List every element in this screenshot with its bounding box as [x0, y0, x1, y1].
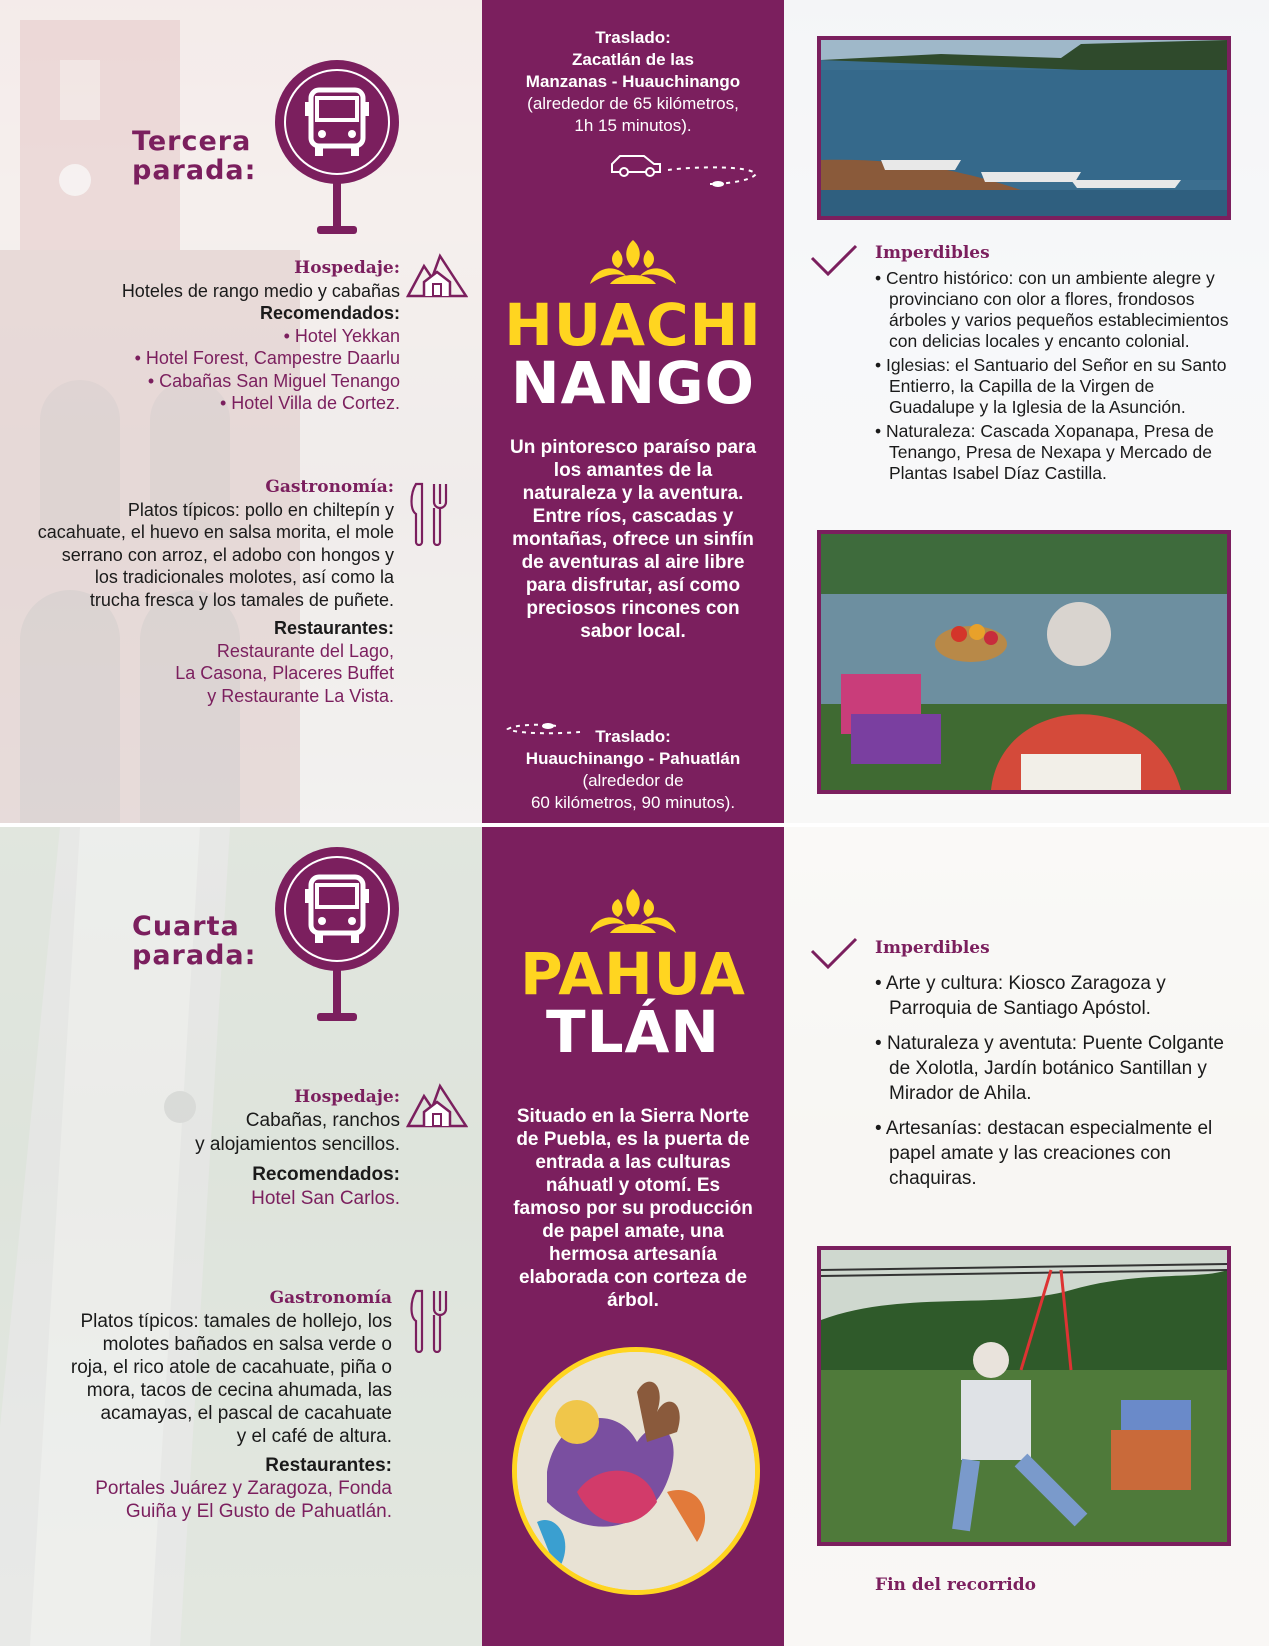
travel-out-block	[482, 726, 784, 814]
zipline-photo	[817, 1246, 1231, 1546]
food-line: serrano con arroz, el adobo con hongos y	[61, 544, 394, 565]
lodging-line: Cabañas, ranchos	[245, 1110, 400, 1131]
restaurants-line: La Casona, Placeres Buffet	[175, 663, 394, 683]
lodging-heading: Hospedaje:	[294, 1087, 400, 1107]
restaurants-line: Restaurante del Lago,	[216, 640, 394, 661]
checkmark-icon	[810, 242, 858, 278]
travel-label: Traslado:	[595, 28, 671, 47]
embroidery-circle-photo	[512, 1347, 760, 1595]
must-see-list	[875, 268, 1235, 484]
lodging-heading: Hospedaje:	[294, 258, 400, 278]
travel-route: Huauchinango - Pahuatlán	[525, 749, 741, 768]
stop-title: Cuarta parada:	[132, 911, 257, 971]
travel-detail: (alrededor de	[582, 771, 684, 790]
restaurants-line: y Restaurante La Vista.	[207, 685, 394, 706]
must-see-item: • Centro histórico: con un ambiente alegre y provinciano con olor a flores, frondosos árboles y varios pequeños establecimientos con delicias locales y encanto colonial.	[875, 268, 1235, 352]
knife-fork-icon	[408, 1289, 454, 1353]
artisan-embroidery-photo	[817, 530, 1231, 794]
bus-stop-icon	[273, 845, 401, 1025]
recommended-item: Hotel San Carlos.	[251, 1188, 400, 1209]
recommended-heading: Recomendados:	[252, 1164, 400, 1185]
travel-detail: (alrededor de 65 kilómetros,	[527, 94, 739, 113]
embroidery-photo-drawing	[517, 1352, 755, 1590]
lodging-block	[40, 1085, 400, 1211]
restaurants-line: Guiña y El Gusto de Pahuatlán.	[125, 1501, 392, 1522]
must-see-block	[875, 243, 1235, 484]
must-see-item: • Naturaleza y aventuta: Puente Colgante de Xolotla, Jardín botánico Santillan y Mirador de Ahila.	[875, 1031, 1235, 1106]
food-line: roja, el rico atole de cacahuate, piña o	[70, 1357, 392, 1378]
recommended-item: • Hotel Yekkan	[283, 325, 400, 346]
lodging-block	[40, 257, 400, 415]
food-line: y el café de altura.	[236, 1426, 392, 1447]
stop-4-section	[0, 827, 1269, 1646]
travel-route: Manzanas - Huauchinango	[525, 72, 741, 91]
lake-boats-photo	[817, 36, 1231, 220]
city-name-line2: TLÁN	[546, 998, 720, 1066]
city-name	[482, 940, 784, 1066]
mountain-house-icon	[406, 1082, 468, 1130]
bus-stop-icon	[273, 58, 401, 238]
zipline-photo-drawing	[821, 1250, 1227, 1542]
travel-route: Zacatlán de las	[572, 50, 694, 69]
travel-detail: 60 kilómetros, 90 minutos).	[530, 793, 736, 812]
recommended-item: • Hotel Forest, Campestre Daarlu	[134, 348, 400, 368]
lodging-text: Hoteles de rango medio y cabañas	[121, 280, 400, 301]
mountain-house-icon	[406, 252, 468, 300]
food-line: cacahuate, el huevo en salsa morita, el mole	[37, 522, 394, 542]
must-see-item: • Iglesias: el Santuario del Señor en su Santo Entierro, la Capilla de la Virgen de Guadalupe y la Iglesia de la Asunción.	[875, 355, 1235, 418]
artisan-photo-drawing	[821, 534, 1227, 790]
food-line: mora, tacos de cecina ahumada, las	[86, 1380, 392, 1401]
city-name-line1: HUACHI	[504, 291, 762, 359]
recommended-item: • Hotel Villa de Cortez.	[219, 393, 400, 413]
travel-detail: 1h 15 minutos).	[574, 116, 692, 135]
gastronomy-block	[14, 476, 394, 707]
restaurants-heading: Restaurantes:	[265, 1455, 392, 1476]
must-see-heading: Imperdibles	[875, 938, 990, 958]
food-line: molotes bañados en salsa verde o	[102, 1334, 392, 1355]
end-of-tour-label: Fin del recorrido	[875, 1575, 1036, 1595]
must-see-block	[875, 936, 1235, 1191]
must-see-item: • Artesanías: destacan especialmente el papel amate y las creaciones con chaquiras.	[875, 1116, 1235, 1191]
car-route-icon	[610, 148, 760, 188]
must-see-item: • Arte y cultura: Kiosco Zaragoza y Parroquia de Santiago Apóstol.	[875, 971, 1235, 1021]
must-see-list	[875, 971, 1235, 1191]
knife-fork-icon	[408, 482, 454, 546]
food-line: acamayas, el pascal de cacahuate	[100, 1403, 392, 1424]
recommended-heading: Recomendados:	[259, 303, 400, 323]
food-line: Platos típicos: pollo en chiltepín y	[127, 499, 394, 520]
recommended-item: • Cabañas San Miguel Tenango	[147, 370, 400, 391]
lake-photo-drawing	[821, 40, 1227, 216]
stop-title: Tercera parada:	[132, 126, 257, 186]
food-line: los tradicionales molotes, así como la	[94, 567, 394, 587]
lodging-line: y alojamientos sencillos.	[195, 1134, 400, 1155]
must-see-heading: Imperdibles	[875, 243, 990, 263]
must-see-item: • Naturaleza: Cascada Xopanapa, Presa de Tenango, Presa de Nexapa y Mercado de Plantas Isabel Díaz Castilla.	[875, 421, 1235, 484]
gastronomy-heading: Gastronomía	[269, 1288, 392, 1308]
gastronomy-block	[0, 1287, 392, 1523]
city-name	[482, 291, 784, 417]
travel-in-block	[482, 27, 784, 137]
flower-ornament-icon	[588, 238, 678, 286]
food-line: Platos típicos: tamales de hollejo, los	[80, 1311, 392, 1332]
restaurants-line: Portales Juárez y Zaragoza, Fonda	[95, 1478, 392, 1499]
city-description: Un pintoresco paraíso para los amantes de la naturaleza y la aventura. Entre ríos, cascadas y montañas, ofrece un sinfín de aventuras al aire libre para disfrutar, así como preciosos rincones con sabor local.	[510, 437, 757, 642]
restaurants-heading: Restaurantes:	[273, 618, 394, 638]
food-line: trucha fresca y los tamales de puñete.	[89, 589, 394, 610]
city-name-line2: NANGO	[511, 349, 755, 417]
travel-label: Traslado:	[595, 727, 671, 746]
city-name-line1: PAHUA	[520, 940, 746, 1008]
city-description: Situado en la Sierra Norte de Puebla, es la puerta de entrada a las culturas náhuatl y otomí. Es famoso por su producción de papel amate, una hermosa artesanía elaborada con corteza de árbol.	[513, 1106, 753, 1311]
checkmark-icon	[810, 935, 858, 971]
flower-ornament-icon	[588, 887, 678, 935]
gastronomy-heading: Gastronomía:	[265, 477, 394, 497]
